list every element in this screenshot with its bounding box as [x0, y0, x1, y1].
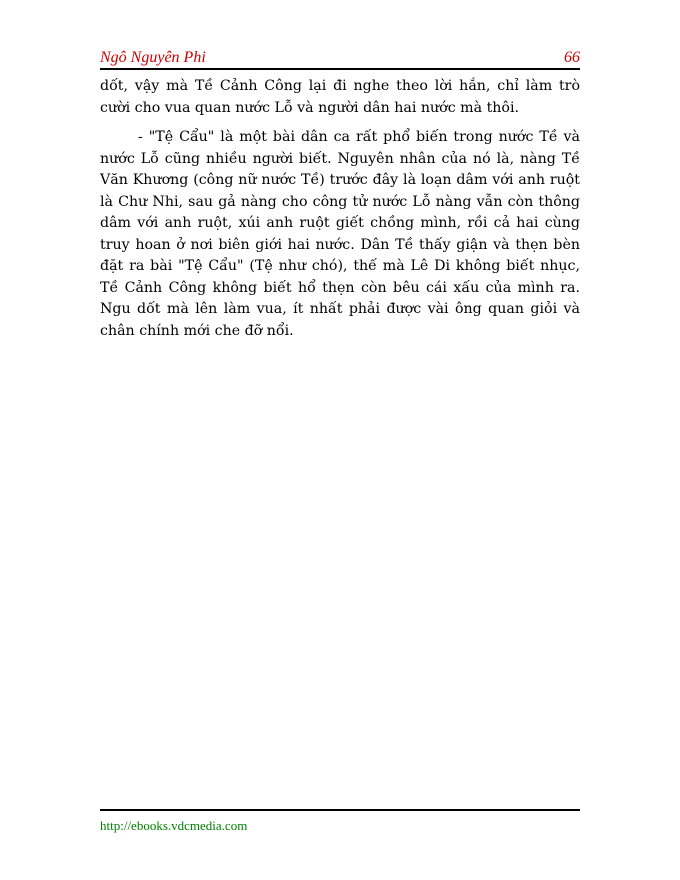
body-paragraph: - "Tệ Cẩu" là một bài dân ca rất phổ biến trong nước Tề và nước Lỗ cũng nhiều người biết. Nguyên nhân của nó là, nàng Tề Văn Khương (công nữ nước Tề) trước đây là loạn dâm với anh ruột là Chư Nhi, sau gả nàng cho công tử nước Lỗ nàng vẫn còn thông dâm với anh ruột, xúi anh ruột giết chồng mình, rồi cả hai cùng truy hoan ở nơi biên giới hai nước. Dân Tề thấy giận và thẹn bèn đặt ra bài "Tệ Cẩu" (Tệ như chó), thế mà Lê Di không biết nhục, Tề Cảnh Công không biết hổ thẹn còn bêu cái xấu của mình ra. Ngu dốt mà lên làm vua, ít nhất phải được vài ông quan giỏi và chân chính mới che đỡ nổi. — [100, 129, 580, 339]
footer-divider — [100, 809, 580, 811]
page-body — [100, 76, 580, 350]
page-number: 66 — [564, 49, 580, 66]
body-paragraph: dốt, vậy mà Tề Cảnh Công lại đi nghe theo lời hắn, chỉ làm trò cười cho vua quan nước Lỗ và người dân hai nước mà thôi. — [100, 78, 580, 116]
page-header — [100, 46, 580, 70]
author-name: Ngô Nguyên Phi — [100, 49, 206, 66]
footer-url-link[interactable]: http://ebooks.vdcmedia.com — [100, 818, 248, 833]
